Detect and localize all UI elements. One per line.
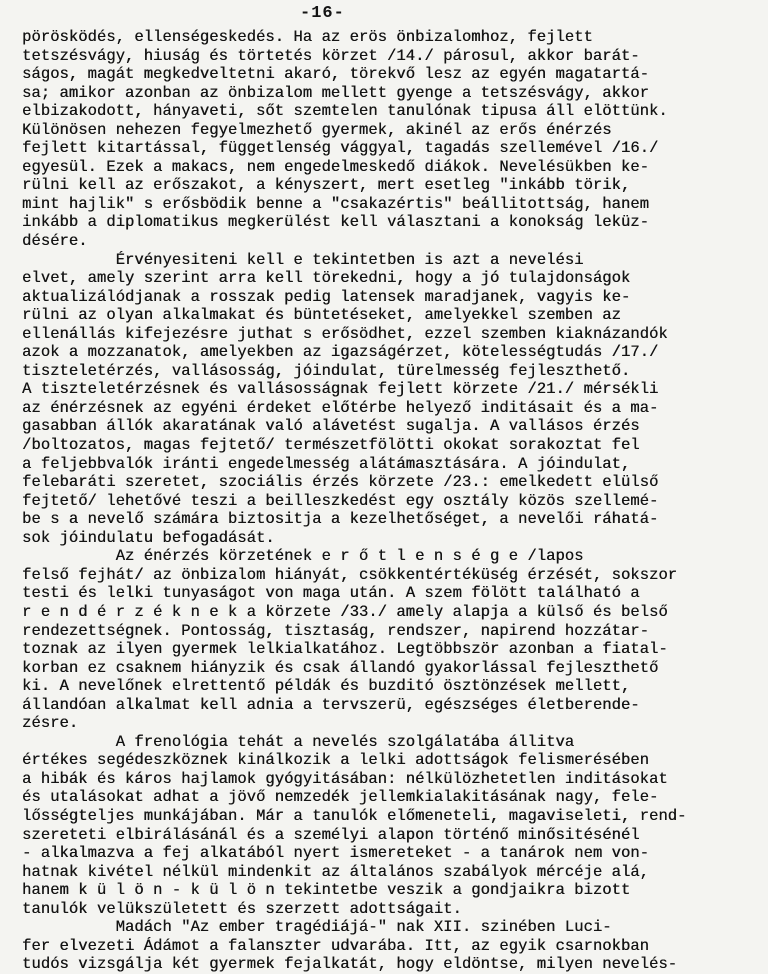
text-line: hatnak kivétel nélkül mindenkit az általános szabályok mércéje alá, <box>22 862 649 881</box>
text-line: szereteti elbirálásánál és a személyi alapon történő minősitésénél <box>22 825 640 844</box>
text-line: tiszteletérzés, vallásosság, jóindulat, türelmesség fejleszthető. <box>22 361 631 380</box>
text-line: aktualizálódjanak a rosszak pedig latensek maradjanek, vagyis ke- <box>22 287 631 306</box>
text-line: toznak az ilyen gyermek lelkialkatához. Legtöbbször azonban a fiatal- <box>22 640 668 659</box>
text-line: be s a nevelő számára biztositja a kezelhetőséget, a nevelői ráhatá- <box>22 510 659 529</box>
text-line: korban ez csaknem hiányzik és csak állandó gyakorlással fejleszthető <box>22 658 659 677</box>
text-line: r e n d é r z é k n e k a körzete /33./ amely alapja a külső és belső <box>22 602 668 621</box>
text-line: sok jóindulatu befogadását. <box>22 528 275 547</box>
text-line: tudós vizsgálja két gyermek fejalkatát, hogy eldöntse, milyen nevelés- <box>22 955 678 974</box>
text-line: ságos, magát megkedveltetni akaró, törekvő lesz az egyén magatartá- <box>22 65 649 84</box>
text-line: A frenológia tehát a nevelés szolgálatába állitva <box>22 732 575 751</box>
text-line: mint hajlik" s erősbödik benne a "csakazértis" beállitottság, hanem <box>22 194 649 213</box>
text-line: /boltozatos, magas fejtető/ természetfölötti okokat sorakoztat fel <box>22 436 640 455</box>
text-line: inkább a diplomatikus megkerülést kell választani a konokság leküz- <box>22 213 649 232</box>
text-line: az énérzésnek az egyéni érdeket előtérbe helyező inditásait és a ma- <box>22 398 659 417</box>
text-line: felebaráti szeretet, szociális érzés körzete /23.: emelkedett elülső <box>22 473 659 492</box>
text-line: hanem k ü l ö n - k ü l ö n tekintetbe veszik a gondjaikra bizott <box>22 881 631 900</box>
text-line: zésre. <box>22 714 79 733</box>
text-line: egyesül. Ezek a makacs, nem engedelmeskedő diákok. Nevelésükben ke- <box>22 157 649 176</box>
text-line: Madách "Az ember tragédiájá-" nak XII. szinében Luci- <box>22 918 612 937</box>
text-line: felső fejhát/ az önbizalom hiányát, csökkentértéküség érzését, sokszor <box>22 565 678 584</box>
text-line: - alkalmazva a fej alkatából nyert ismereteket - a tanárok nem von- <box>22 844 649 863</box>
text-line: Az énérzés körzetének e r ő t l e n s é g e /lapos <box>22 547 584 566</box>
text-line: lősségteljes munkájában. Már a tanulók előmeneteli, magaviseleti, rend- <box>22 806 687 825</box>
text-line: gasabban állók akaratának való alávetést sugalja. A vallásos érzés <box>22 417 640 436</box>
text-line: fejtető/ lehetővé teszi a beilleszkedést egy osztály közös szellemé- <box>22 491 659 510</box>
text-line: a hibák és káros hajlamok gyógyitásában: nélkülözhetetlen inditásokat <box>22 769 668 788</box>
text-line: fejlett kitartással, függetlenség vággyal, tagadás szellemével /16./ <box>22 139 659 158</box>
text-line: testi és lelki tunyaságot von maga után. A szem fölött található a <box>22 584 640 603</box>
text-line: a feljebbvalók iránti engedelmesség alátámasztására. A jóindulat, <box>22 454 631 473</box>
text-line: rendezettségnek. Pontosság, tisztaság, rendszer, napirend hozzátar- <box>22 621 649 640</box>
text-line: désére. <box>22 232 88 251</box>
text-line: sa; amikor azonban az önbizalom mellett gyenge a tetszésvágy, akkor <box>22 83 649 102</box>
text-line: elvet, amely szerint arra kell törekedni, hogy a jó tulajdonságok <box>22 269 631 288</box>
text-line: elbizakodott, hányaveti, sőt szemtelen tanulónak tipusa áll elöttünk. <box>22 102 668 121</box>
text-line: pörösködés, ellenségeskedés. Ha az erös önbizalomhoz, fejlett <box>22 28 593 46</box>
text-line: Különösen nehezen fegyelmezhető gyermek, akinél az erős énérzés <box>22 120 612 139</box>
text-line: Érvényesiteni kell e tekintetben is azt a nevelési <box>22 250 584 269</box>
text-line: tanulók velükszületett és szerzett adottságait. <box>22 899 462 918</box>
page-number: -16- <box>300 4 345 23</box>
text-line: állandóan alkalmat kell adnia a tervszerü, egészséges életberende- <box>22 695 640 714</box>
text-line: fer elvezeti Ádámot a falanszter udvarába. Itt, az egyik csarnokban <box>22 936 649 955</box>
text-line: rülni kell az erőszakot, a kényszert, mert esetleg "inkább törik, <box>22 176 631 195</box>
text-line: azok a mozzanatok, amelyekben az igazságérzet, kötelességtudás /17./ <box>22 343 659 362</box>
text-line: A tiszteletérzésnek és vallásosságnak fejlett körzete /21./ mérsékli <box>22 380 659 399</box>
text-line: rülni az olyan alkalmakat és büntetéseket, amelyekkel szemben az <box>22 306 621 325</box>
text-line: ki. A nevelőnek elrettentő példák és buzditó ösztönzések mellett, <box>22 677 631 696</box>
text-line: értékes segédeszköznek kinálkozik a lelki adottságok felismerésében <box>22 751 649 770</box>
text-line: ellenállás kifejezésre juthat s erősödhet, ezzel szemben kiaknázandók <box>22 324 668 343</box>
text-line: tetszésvágy, hiuság és törtetés körzet /14./ párosul, akkor barát- <box>22 46 640 65</box>
text-line: és utalásokat adhat a jövő nemzedék jellemkialakitásának nagy, fele- <box>22 788 659 807</box>
document-body <box>22 28 762 974</box>
